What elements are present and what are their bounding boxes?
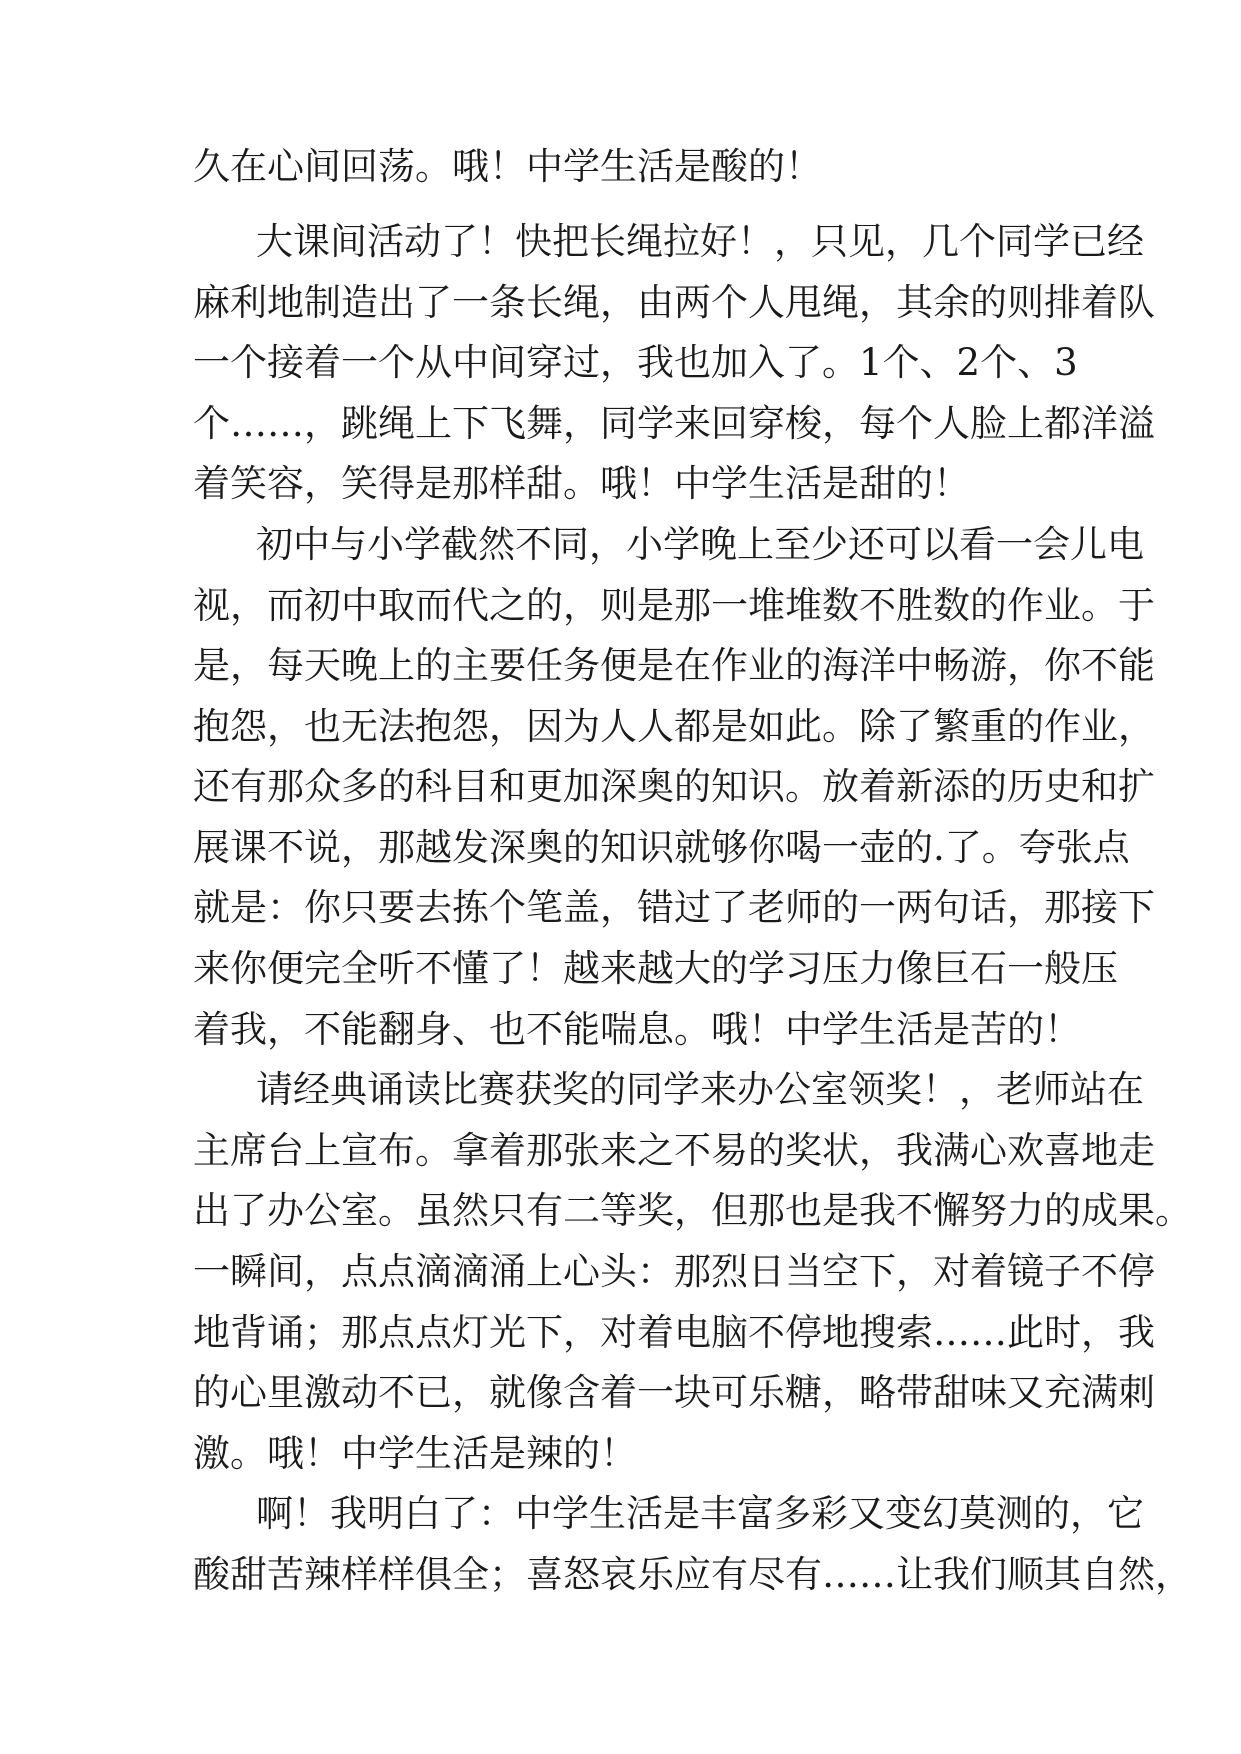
paragraph-first-line: 初中与小学截然不同，小学晚上至少还可以看一会儿电: [256, 523, 1144, 566]
text-line: 抱怨，也无法抱怨，因为人人都是如此。除了繁重的作业，: [193, 705, 1155, 748]
text-line: 一个接着一个从中间穿过，我也加入了。1个、2个、3: [193, 341, 1078, 384]
text-line: 的心里激动不已，就像含着一块可乐糖，略带甜味又充满刺: [193, 1371, 1155, 1414]
text-line: 激。哦！中学生活是辣的！: [193, 1432, 637, 1475]
text-line: 着我，不能翻身、也不能喘息。哦！中学生活是苦的！: [193, 1008, 1081, 1051]
text-line: 来你便完全听不懂了！越来越大的学习压力像巨石一般压: [193, 947, 1118, 990]
text-line: 麻利地制造出了一条长绳，由两个人甩绳，其余的则排着队: [193, 281, 1155, 324]
text-line: 主席台上宣布。拿着那张来之不易的奖状，我满心欢喜地走: [193, 1129, 1155, 1172]
text-line: 就是：你只要去拣个笔盖，错过了老师的一两句话，那接下: [193, 886, 1155, 929]
text-line: 出了办公室。虽然只有二等奖，但那也是我不懈努力的成果。: [193, 1189, 1192, 1232]
text-line: 一瞬间，点点滴滴涌上心头：那烈日当空下，对着镜子不停: [193, 1250, 1155, 1293]
text-line: 是，每天晚上的主要任务便是在作业的海洋中畅游，你不能: [193, 644, 1155, 687]
text-line: 还有那众多的科目和更加深奥的知识。放着新添的历史和扩: [193, 765, 1155, 808]
text-line: 着笑容，笑得是那样甜。哦！中学生活是甜的！: [193, 462, 970, 505]
text-line: 地背诵；那点点灯光下，对着电脑不停地搜索……此时，我: [193, 1311, 1155, 1354]
text-line: 久在心间回荡。哦！中学生活是酸的！: [193, 145, 822, 188]
paragraph-first-line: 啊！我明白了：中学生活是丰富多彩又变幻莫测的，它: [256, 1492, 1144, 1535]
paragraph-first-line: 请经典诵读比赛获奖的同学来办公室领奖！，老师站在: [256, 1068, 1144, 1111]
text-line: 展课不说，那越发深奥的知识就够你喝一壶的.了。夸张点: [193, 826, 1130, 869]
text-line: 酸甜苦辣样样俱全；喜怒哀乐应有尽有……让我们顺其自然，: [193, 1553, 1192, 1596]
text-line: 视，而初中取而代之的，则是那一堆堆数不胜数的作业。于: [193, 584, 1155, 627]
text-line: 个……，跳绳上下飞舞，同学来回穿梭，每个人脸上都洋溢: [193, 402, 1155, 445]
paragraph-first-line: 大课间活动了！快把长绳拉好！，只见，几个同学已经: [256, 220, 1144, 263]
